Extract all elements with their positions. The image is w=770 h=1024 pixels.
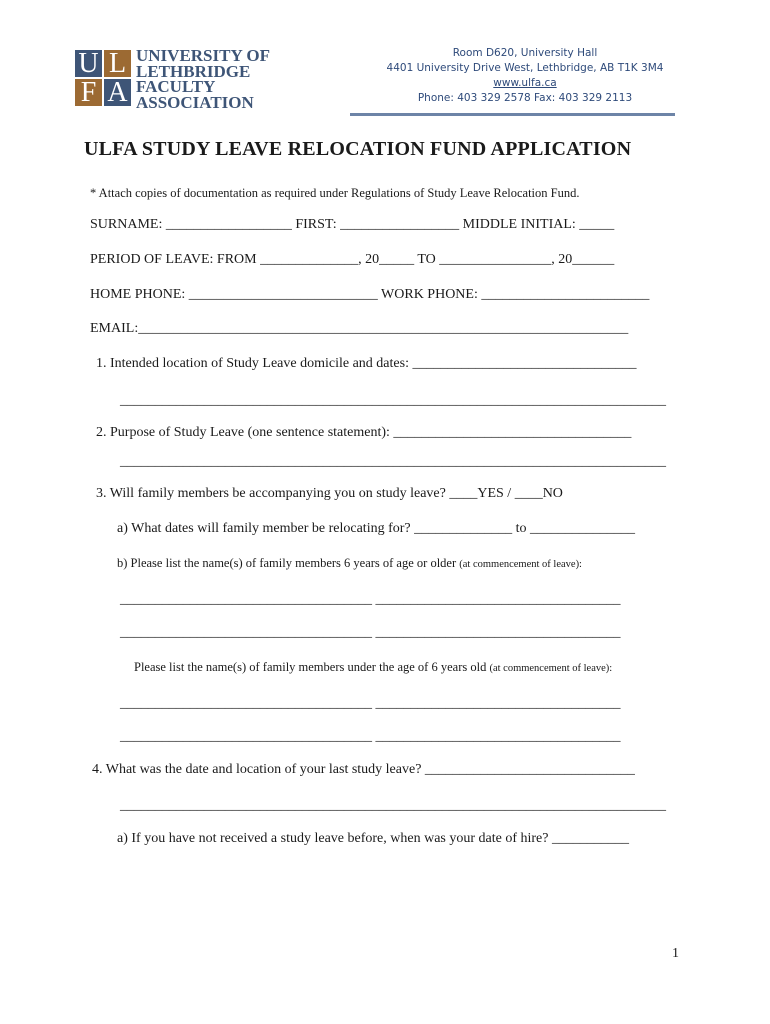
- logo-line-2: LETHBRIDGE: [136, 61, 251, 81]
- contact-address-line-1: Room D620, University Hall: [452, 47, 598, 59]
- contact-phone-fax: Phone: 403 329 2578 Fax: 403 329 2113: [417, 92, 633, 104]
- question-3c: [134, 658, 612, 678]
- question-3b-note: (at commencement of leave):: [459, 559, 582, 570]
- logo-line-4: ASSOCIATION: [136, 92, 254, 112]
- contact-website-link[interactable]: [360, 76, 690, 91]
- logo-letter-f: F: [75, 79, 102, 106]
- name-fields[interactable]: SURNAME: __________________ FIRST: _________________ MIDDLE INITIAL: _____: [90, 217, 615, 232]
- form-title: ULFA STUDY LEAVE RELOCATION FUND APPLICATION: [84, 138, 632, 160]
- logo-line-1: UNIVERSITY OF: [136, 46, 270, 65]
- older-family-names-row-1[interactable]: ____________________________________ ___________________________________: [120, 592, 621, 607]
- question-2[interactable]: 2. Purpose of Study Leave (one sentence statement): __________________________________: [96, 425, 632, 440]
- question-3b-text: b) Please list the name(s) of family members 6 years of age or older: [117, 556, 460, 570]
- page-number: 1: [672, 946, 679, 961]
- leave-period-fields[interactable]: PERIOD OF LEAVE: FROM ______________, 20_____ TO ________________, 20______: [90, 252, 615, 267]
- contact-address-line-2: 4401 University Drive West, Lethbridge, AB T1K 3M4: [386, 62, 664, 74]
- question-4-answer-line[interactable]: ______________________________________________________________________________: [120, 798, 666, 813]
- question-3b: [117, 554, 582, 574]
- website-text[interactable]: www.ulfa.ca: [493, 77, 557, 89]
- question-3c-note: (at commencement of leave):: [489, 663, 613, 674]
- question-2-answer-line[interactable]: ______________________________________________________________________________: [120, 454, 666, 469]
- logo-letter-u: U: [75, 50, 102, 77]
- phone-fields[interactable]: HOME PHONE: ___________________________ WORK PHONE: ________________________: [90, 287, 650, 302]
- email-field[interactable]: EMAIL:______________________________________________________________________: [90, 321, 629, 336]
- logo-wordmark: [136, 48, 270, 110]
- question-4a[interactable]: a) If you have not received a study leave before, when was your date of hire? ___________: [117, 831, 629, 846]
- question-3c-text: Please list the name(s) of family members under the age of 6 years old: [134, 660, 490, 674]
- question-1[interactable]: 1. Intended location of Study Leave domicile and dates: ________________________________: [96, 356, 637, 371]
- younger-family-names-row-2[interactable]: ____________________________________ ___________________________________: [120, 729, 621, 744]
- logo-letter-a: A: [104, 79, 131, 106]
- older-family-names-row-2[interactable]: ____________________________________ ___________________________________: [120, 625, 621, 640]
- logo-line-3: FACULTY: [136, 77, 216, 96]
- question-3[interactable]: 3. Will family members be accompanying you on study leave? ____YES / ____NO: [96, 486, 563, 501]
- logo-letter-l: L: [104, 50, 131, 77]
- ulfa-logo: [75, 48, 290, 110]
- question-4[interactable]: 4. What was the date and location of your last study leave? ______________________________: [92, 762, 635, 777]
- header-divider: [350, 113, 675, 116]
- question-3a[interactable]: a) What dates will family member be relocating for? ______________ to _______________: [117, 521, 636, 536]
- question-1-answer-line[interactable]: ______________________________________________________________________________: [120, 393, 666, 408]
- attachment-note: * Attach copies of documentation as required under Regulations of Study Leave Relocation Fund.: [90, 186, 580, 200]
- younger-family-names-row-1[interactable]: ____________________________________ ___________________________________: [120, 696, 621, 711]
